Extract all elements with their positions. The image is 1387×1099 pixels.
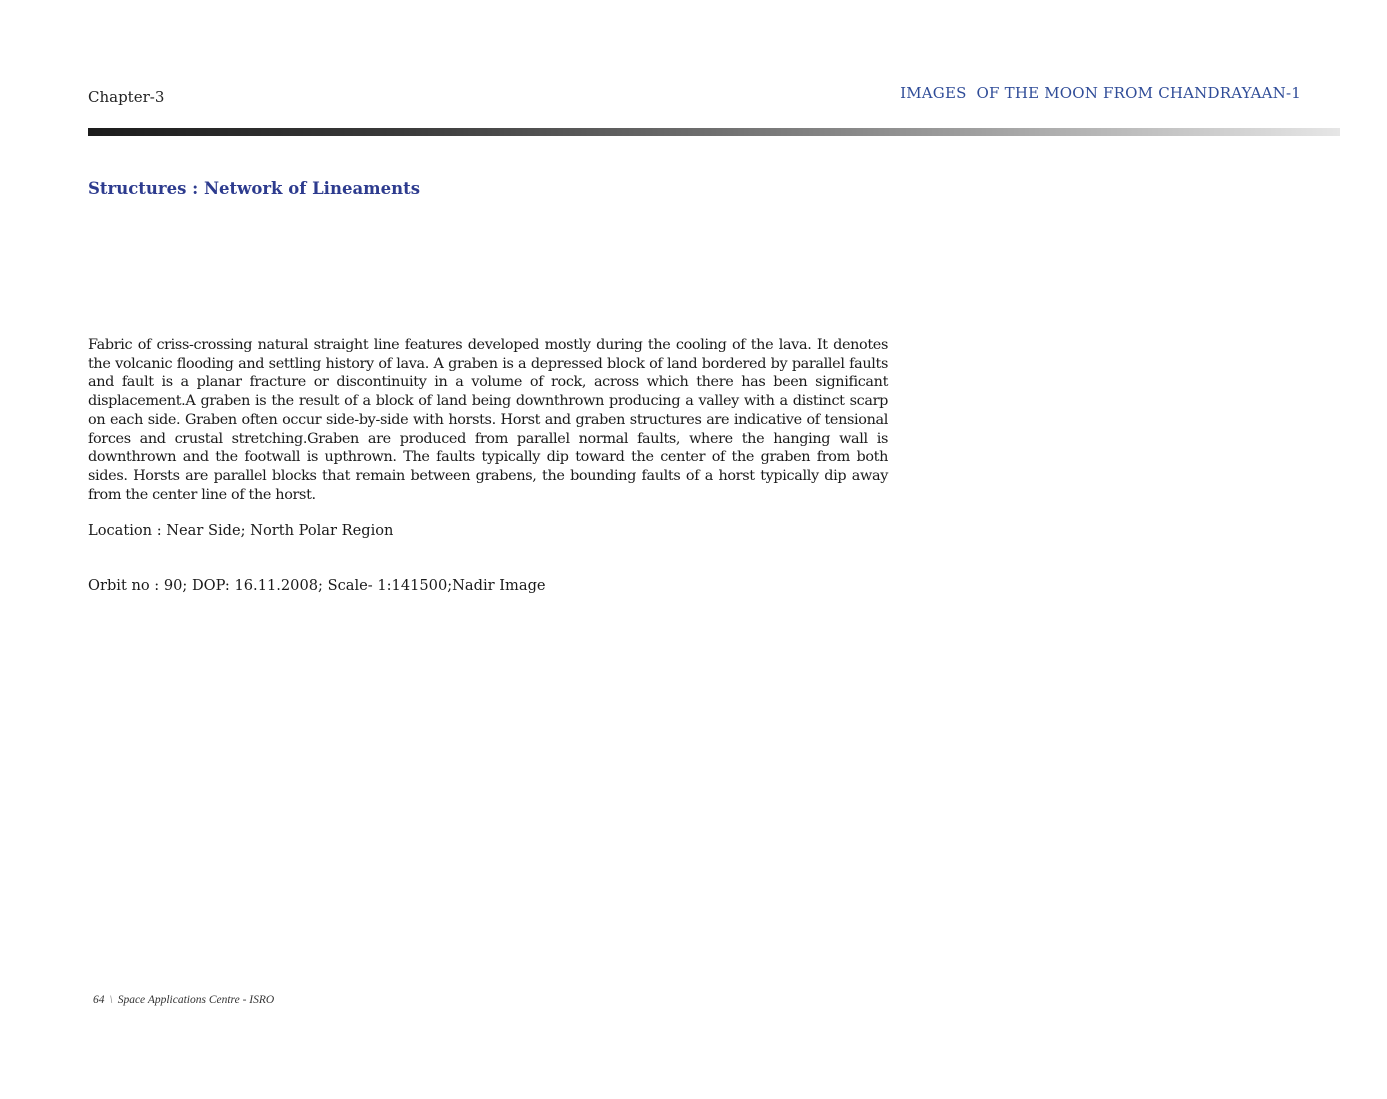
- header-divider: [88, 128, 1340, 136]
- section-heading: Structures : Network of Lineaments: [88, 179, 420, 198]
- page-footer: [93, 994, 274, 1006]
- page-number: 64: [93, 994, 105, 1006]
- body-paragraph: Fabric of criss-crossing natural straight line features developed mostly during the cooling of the lava. It denotes the volcanic flooding and settling history of lava. A graben is a depressed block of land bordered by parallel faults and fault is a planar fracture or discontinuity in a volume of rock, across which there has been significant displacement.A graben is the result of a block of land being downthrown producing a valley with a distinct scarp on each side. Graben often occur side-by-side with horsts. Horst and graben structures are indicative of tensional forces and crustal stretching.Graben are produced from parallel normal faults, where the hanging wall is downthrown and the footwall is upthrown. The faults typically dip toward the center of the graben from both sides. Horsts are parallel blocks that remain between grabens, the bounding faults of a horst typically dip away from the center line of the horst.: [88, 337, 888, 503]
- footer-separator: \: [109, 994, 113, 1006]
- orbit-caption: Orbit no : 90; DOP: 16.11.2008; Scale- 1:141500;Nadir Image: [88, 577, 546, 594]
- location-caption: Location : Near Side; North Polar Region: [88, 522, 394, 539]
- book-title: IMAGES OF THE MOON FROM CHANDRAYAAN-1: [900, 84, 1301, 102]
- chapter-label: Chapter-3: [88, 88, 165, 106]
- publisher-name: Space Applications Centre - ISRO: [117, 994, 275, 1006]
